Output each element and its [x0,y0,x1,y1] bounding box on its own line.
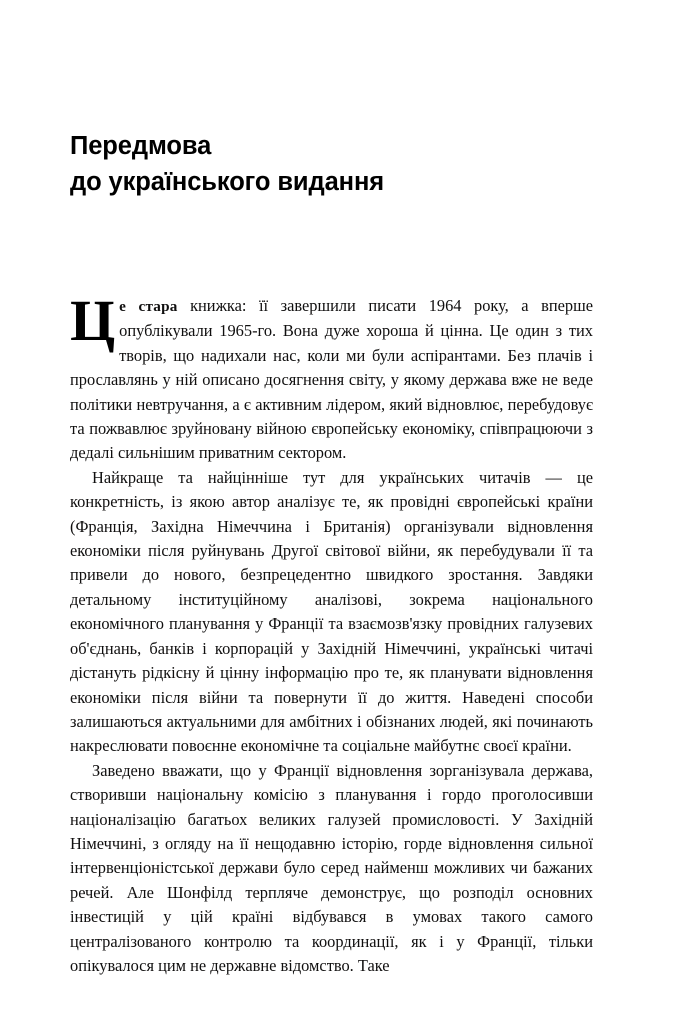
page-title-line-1: Передмова [70,132,212,160]
drop-cap: Ц [70,288,116,353]
paragraph-2: Найкраще та найцінніше тут для українських читачів — це конкретність, із якою автор аналізує те, як провідні європейські країни (Франція, Західна Німеччина і Британія) організували відновлення економіки після руйнувань Другої світової війни, як перебудували її та привели до нового, безпрецедентно швидкого зростання. Завдяки детальному інституційному аналізові, зокрема національного економічного планування у Франції та взаємозв'язку провідних галузевих об'єднань, банків і корпорацій у Західній Німеччині, українські читачі дістануть рідкісну й цінну інформацію про те, як планувати відновлення економіки після війни та повернути її до життя. Наведені способи залишаються актуальними для амбітних і обізнаних людей, які починають накреслювати повоєнне економічне та соціальне майбутнє своєї країни. [70,467,593,756]
paragraph-1 [70,288,593,466]
lead-run: е стара [119,298,178,315]
body-text [70,288,593,978]
paragraph-1-text: книжка: її завершили писати 1964 року, а вперше опублікували 1965-го. Вона дуже хороша й цінна. Це один з тих творів, що надихали нас, коли ми були аспірантами. Без плачів і прославлянь у ній описано досягнення світу, у якому держава вже не веде політики невтручання, а є активним лідером, який відновлює, перебудовує та пожвавлює зруйновану війною європейську економіку, співпрацюючи з дедалі сильнішим приватним сектором. [70,296,593,463]
page-title [70,128,590,200]
page-title-line-2: до українського видання [70,168,385,196]
paragraph-3: Заведено вважати, що у Франції відновлення зорганізувала держава, створивши національну комісію з планування і гордо проголосивши націоналізацію багатьох великих галузей промисловості. У Західній Німеччині, з огляду на її нещодавню історію, горде відновлення сильної інтервенціоністської держави було серед найменш можливих чи бажаних речей. Але Шонфілд терпляче демонструє, що розподіл основних інвестицій у цій країні відбувався в умовах такого самого централізованого контролю та координації, як і у Франції, тільки опікувалося цим не державне відомство. Таке [70,760,593,975]
